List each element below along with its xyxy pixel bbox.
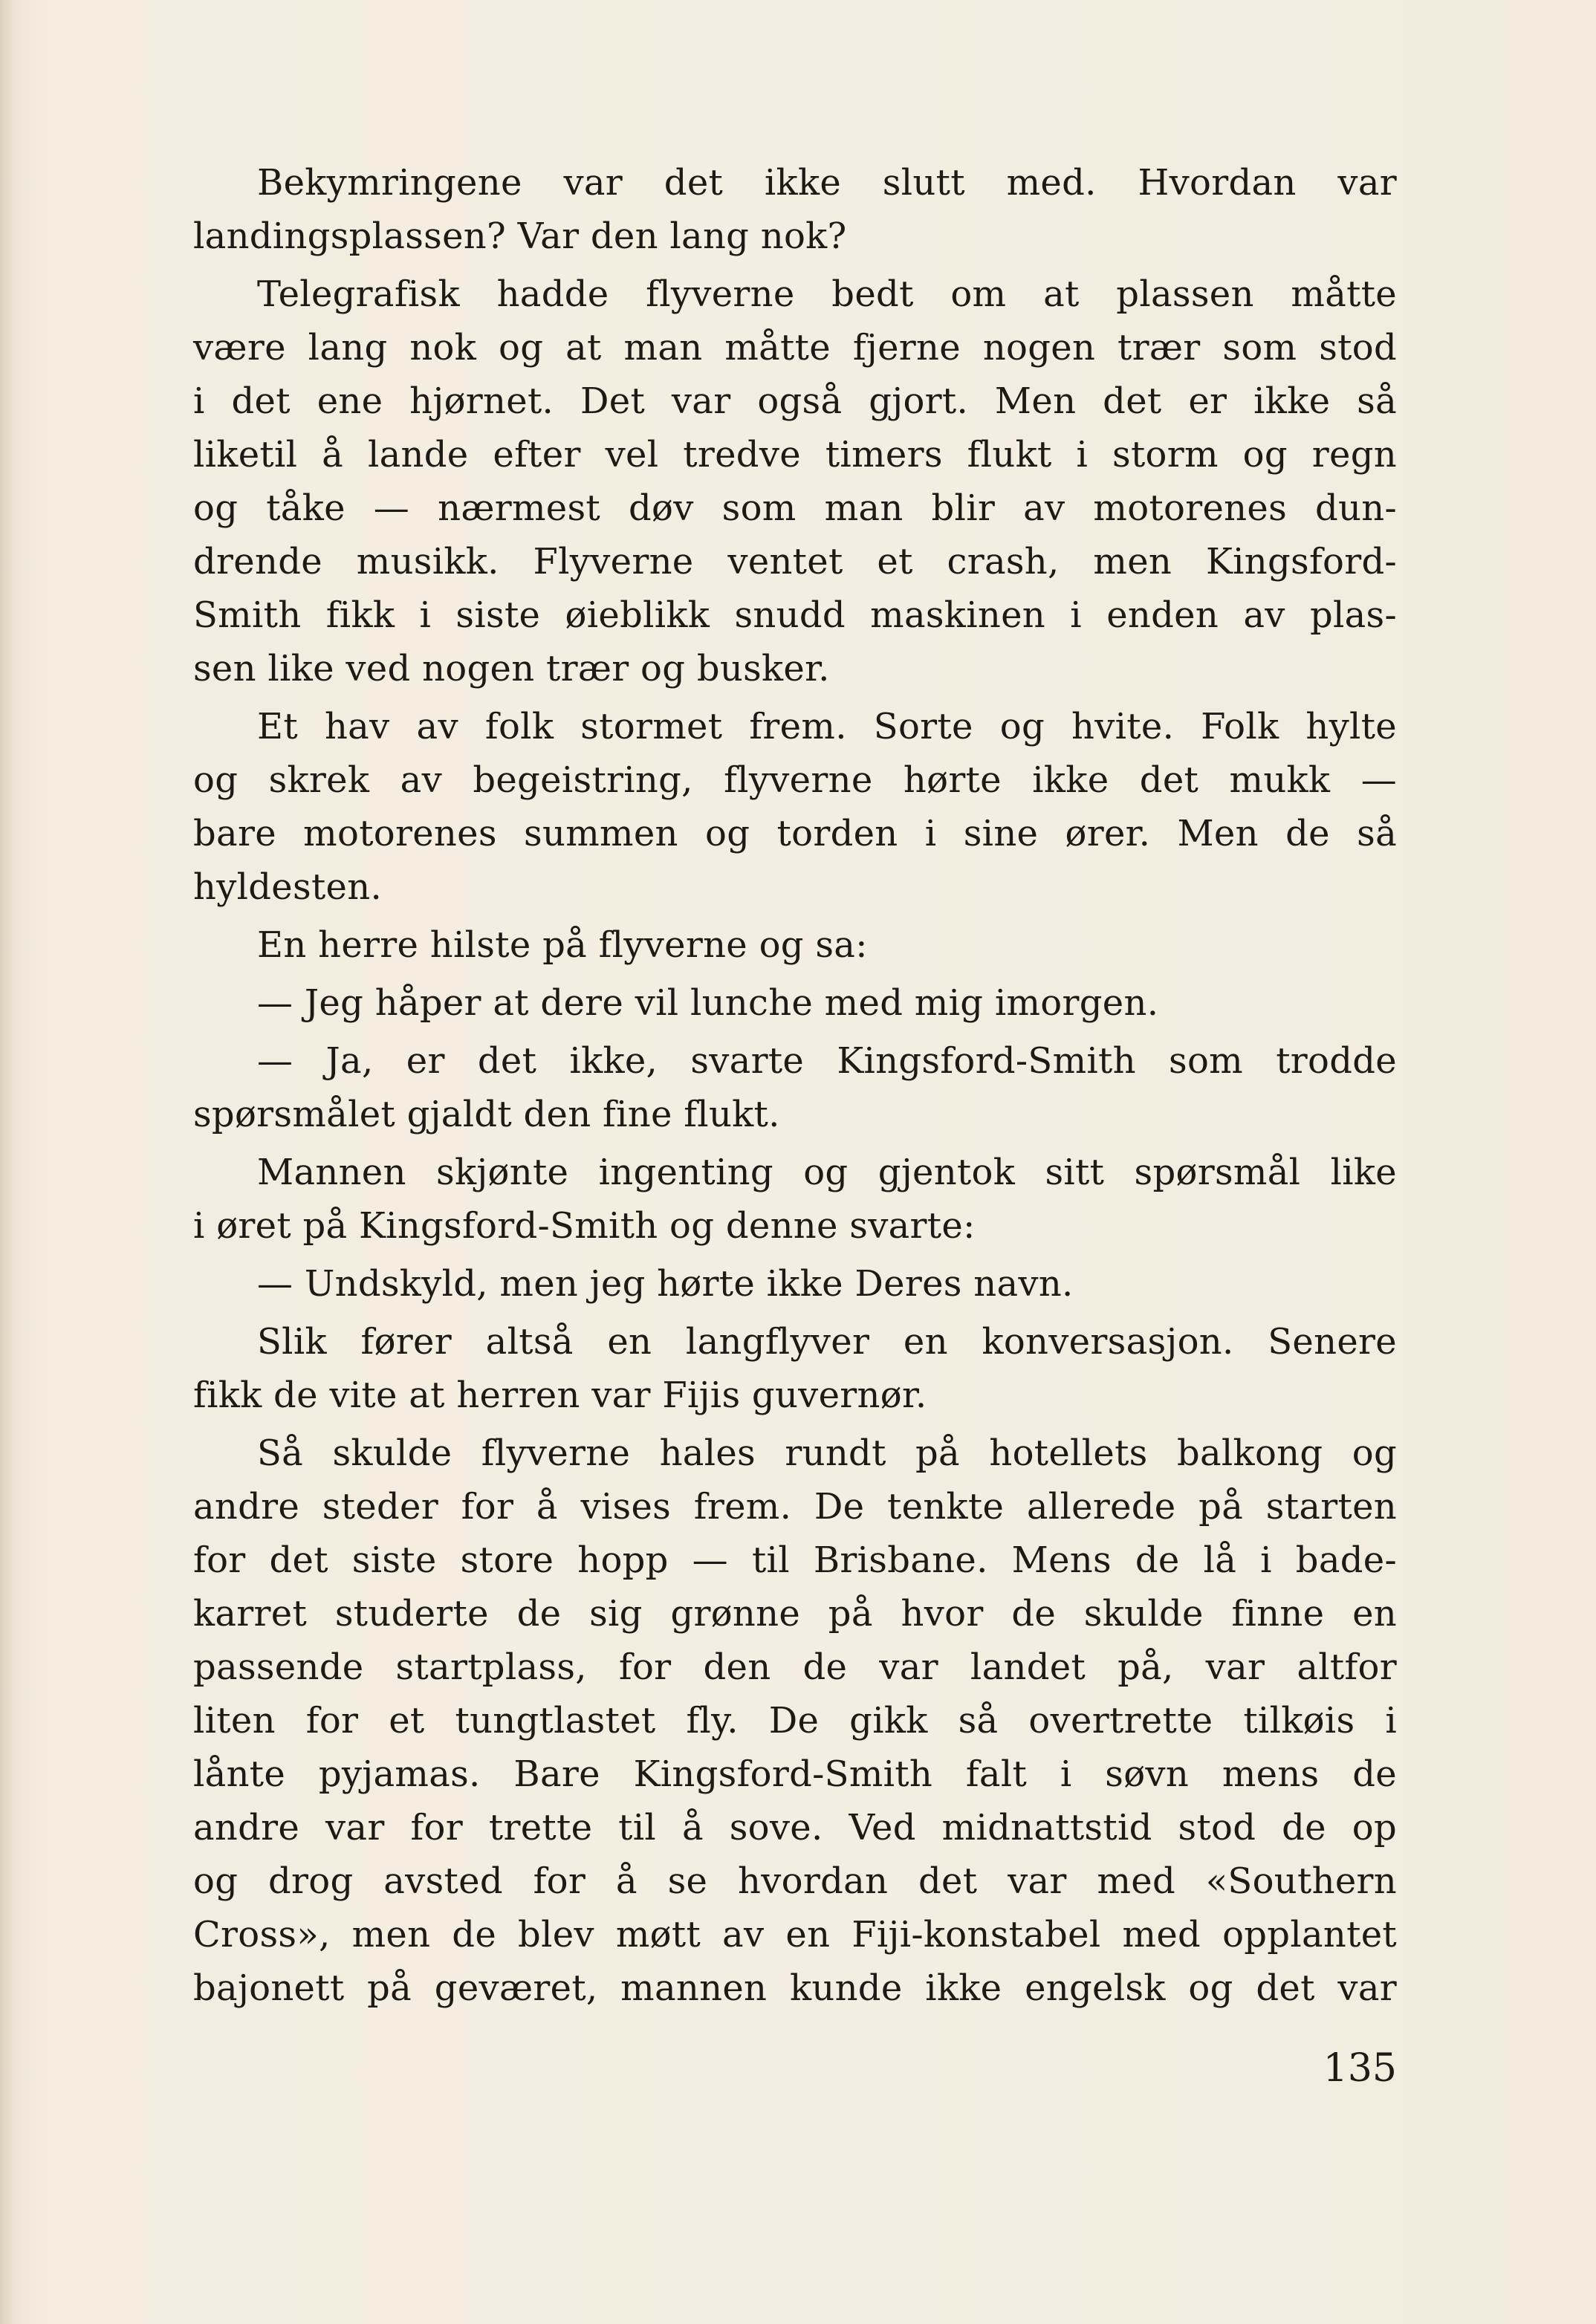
text-line: og tåke — nærmest døv som man blir av motorenes dun- [193, 487, 1397, 529]
text-line: i øret på Kingsford-Smith og denne svarte: [193, 1205, 976, 1247]
text-line: drende musikk. Flyverne ventet et crash, men Kingsford- [193, 541, 1397, 582]
text-line: Cross», men de blev møtt av en Fiji-konstabel med opplantet [193, 1914, 1397, 1955]
text-line: — Jeg håper at dere vil lunche med mig imorgen. [257, 982, 1159, 1024]
text-line: — Ja, er det ikke, svarte Kingsford-Smith som trodde [257, 1040, 1397, 1082]
paragraph-4 [193, 918, 1397, 972]
text-line: andre steder for å vises frem. De tenkte allerede på starten [193, 1486, 1397, 1528]
text-line: landingsplassen? Var den lang nok? [193, 215, 847, 257]
text-line: Telegrafisk hadde flyverne bedt om at plassen måtte [257, 273, 1397, 315]
text-line: lånte pyjamas. Bare Kingsford-Smith falt i søvn mens de [193, 1753, 1397, 1795]
text-line: passende startplass, for den de var landet på, var altfor [193, 1646, 1397, 1688]
text-line: være lang nok og at man måtte fjerne nogen trær som stod [193, 327, 1397, 369]
text-line: Slik fører altså en langflyver en konversasjon. Senere [257, 1321, 1397, 1363]
paragraph-2 [193, 267, 1397, 695]
text-line: Et hav av folk stormet frem. Sorte og hvite. Folk hylte [257, 706, 1397, 747]
body-text [193, 156, 1397, 2016]
text-line: liten for et tungtlastet fly. De gikk så overtrette tilkøis i [193, 1700, 1397, 1742]
text-line: Så skulde flyverne hales rundt på hotellets balkong og [257, 1432, 1397, 1474]
text-line: — Undskyld, men jeg hørte ikke Deres navn. [257, 1263, 1074, 1305]
paragraph-1 [193, 156, 1397, 263]
page-gutter-shadow [0, 0, 16, 2324]
text-line: andre var for trette til å sove. Ved midnattstid stod de op [193, 1807, 1397, 1849]
text-line: karret studerte de sig grønne på hvor de skulde finne en [193, 1593, 1397, 1635]
text-line: spørsmålet gjaldt den fine flukt. [193, 1094, 780, 1135]
paragraph-9 [193, 1315, 1397, 1422]
text-line: fikk de vite at herren var Fijis guvernør. [193, 1374, 927, 1416]
text-line: liketil å lande efter vel tredve timers flukt i storm og regn [193, 434, 1397, 475]
paragraph-7 [193, 1146, 1397, 1253]
text-line: i det ene hjørnet. Det var også gjort. Men det er ikke så [193, 380, 1397, 422]
text-line: bare motorenes summen og torden i sine ører. Men de så [193, 813, 1397, 854]
paragraph-3 [193, 700, 1397, 914]
page-number: 135 [1323, 2046, 1397, 2091]
text-line: hyldesten. [193, 866, 383, 908]
paragraph-5 [193, 976, 1397, 1030]
paragraph-8 [193, 1257, 1397, 1311]
text-line: Smith fikk i siste øieblikk snudd maskinen i enden av plas- [193, 594, 1397, 636]
text-line: bajonett på geværet, mannen kunde ikke engelsk og det var [193, 1967, 1397, 2009]
text-line: for det siste store hopp — til Brisbane. Mens de lå i bade- [193, 1539, 1397, 1581]
text-line: Mannen skjønte ingenting og gjentok sitt spørsmål like [257, 1152, 1397, 1193]
text-line: og skrek av begeistring, flyverne hørte ikke det mukk — [193, 759, 1397, 801]
paragraph-10 [193, 1426, 1397, 2015]
text-line: sen like ved nogen trær og busker. [193, 648, 830, 689]
text-line: Bekymringene var det ikke slutt med. Hvordan var [257, 162, 1397, 204]
text-line: En herre hilste på flyverne og sa: [257, 924, 868, 966]
text-line: og drog avsted for å se hvordan det var med «Southern [193, 1860, 1397, 1902]
paragraph-6 [193, 1034, 1397, 1141]
